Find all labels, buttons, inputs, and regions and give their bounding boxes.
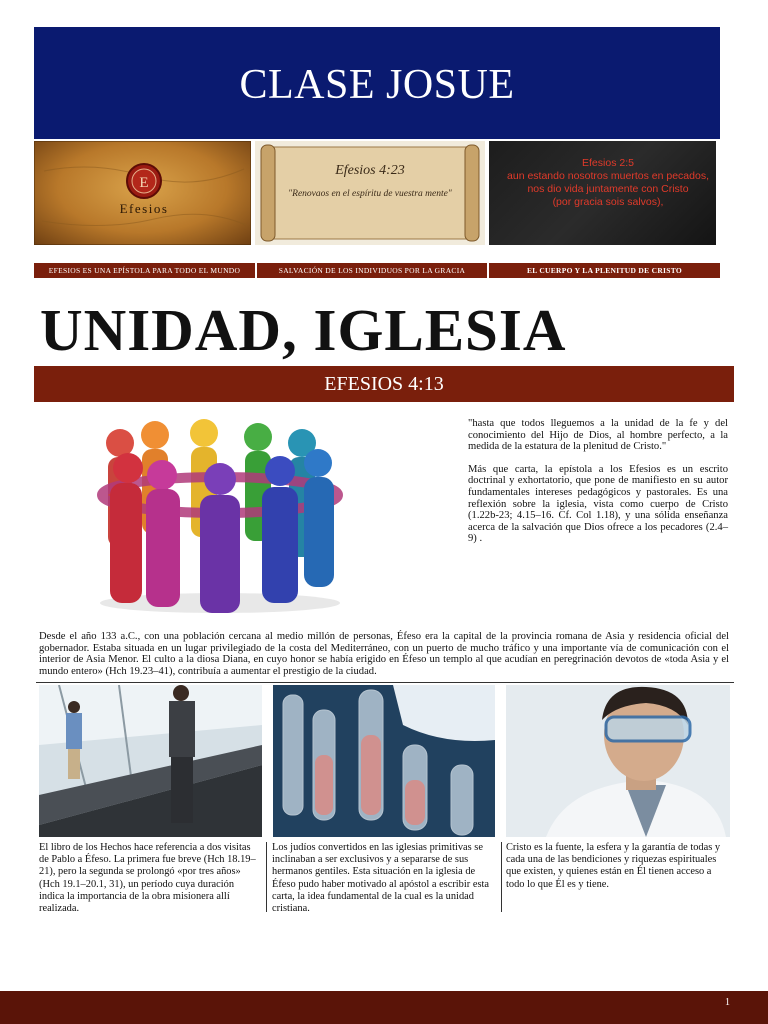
column-divider	[501, 842, 502, 912]
column-christ-source: Cristo es la fuente, la esfera y la garantía de todas y cada una de las bendiciones y riquezas espirituales que existen, y quienes están en Él tienen acceso a todo lo que Él es y tiene.	[506, 842, 721, 890]
walkway-graphic	[39, 685, 262, 837]
unity-figures-image	[80, 413, 360, 618]
scroll-image	[255, 141, 485, 245]
test-tubes-photo	[273, 685, 495, 837]
banner-epistle-for-all: EFESIOS ES UNA EPÍSTOLA PARA TODO EL MUNDO	[34, 263, 255, 278]
seal-caption: Efesios	[119, 201, 169, 216]
section-divider	[36, 682, 734, 683]
ephesians-quote: "hasta que todos lleguemos a la unidad de la fe y del conocimiento del Hijo de Dios, al hombre perfecto, a la medida de la estatura de la plenitud de Cristo."	[468, 418, 728, 453]
history-paragraph: Desde el año 133 a.C., con una población cercana al medio millón de personas, Éfeso era la capital de la provincia romana de Asia y residencia oficial del gobernador. Estaba situada en un lugar privilegiado de la costa del Mediterráneo, con un puerto de mucho tráfico y una importante vía de comunicación con el interior de Asia Menor. El culto a la diosa Diana, en cuyo honor se había erigido en Éfeso un templo al que acudían en peregrinación devotos de «toda Asia y el mundo entero» (Hch 19.23–41), contribuía a aumentar el prestigio de la ciudad.	[39, 631, 729, 677]
headline: UNIDAD, IGLESIA	[40, 297, 567, 363]
page-number: 1	[725, 997, 730, 1008]
intro-column	[468, 418, 728, 556]
intro-paragraph: Más que carta, la epístola a los Efesios es un escrito doctrinal y exhortatorio, que pone de manifiesto en su autor fundamentales intereses pedagógicos y pastorales. Es una reflexión sobre la iglesia, vista como cuerpo de Cristo (1.22b-23; 4.15–16. Cf. Col 1.18), y una sólida enseñanza acerca de la salvación que Dios ofrece a los pecadores (2.4–9) .	[468, 463, 728, 545]
column-acts-visits: El libro de los Hechos hace referencia a dos visitas de Pablo a Éfeso. La primera fue breve (Hch 18.19–21), pero la segunda se prolongó «por tres años» (Hch 19.1–20.1, 31), un período cuya duración indica la importancia de la obra misionera allí realizada.	[39, 842, 256, 915]
unity-figures-graphic	[80, 413, 360, 618]
column-jewish-converts: Los judíos convertidos en las iglesias primitivas se inclinaban a ser exclusivos y a separarse de sus hermanos gentiles. Esta situación en la iglesia de Éfeso pudo haber motivado al apóstol a escribir esta carta, la idea fundamental de la cual es la unidad cristiana.	[272, 842, 489, 915]
scientist-graphic	[506, 685, 730, 837]
efesios-seal-image	[34, 141, 251, 245]
masthead	[34, 27, 720, 139]
scroll-graphic	[255, 141, 485, 245]
masthead-title: CLASE JOSUE	[239, 62, 515, 108]
verse-line-3: nos dio vida juntamente con Cristo	[527, 183, 689, 195]
scroll-title: Efesios 4:23	[335, 163, 405, 178]
seal-letter: E	[139, 175, 149, 191]
verse-card-image	[489, 141, 716, 245]
travelers-walkway-photo	[39, 685, 262, 837]
banner-salvation-by-grace: SALVACIÓN DE LOS INDIVIDUOS POR LA GRACIA	[257, 263, 487, 278]
banner-body-of-christ: EL CUERPO Y LA PLENITUD DE CRISTO	[489, 263, 720, 278]
verse-line-4: (por gracia sois salvos),	[552, 196, 664, 208]
verse-line-2: aun estando nosotros muertos en pecados,	[507, 170, 709, 182]
verse-card-graphic	[489, 141, 716, 245]
column-divider	[266, 842, 267, 912]
parchment-seal-graphic	[34, 141, 251, 245]
scroll-quote: "Renovaos en el espíritu de vuestra mente"	[288, 189, 452, 199]
scientist-photo	[506, 685, 730, 837]
verse-line-1: Efesios 2:5	[582, 157, 634, 169]
test-tubes-graphic	[273, 685, 495, 837]
page-footer	[0, 991, 768, 1024]
scripture-reference-bar: EFESIOS 4:13	[34, 366, 734, 402]
